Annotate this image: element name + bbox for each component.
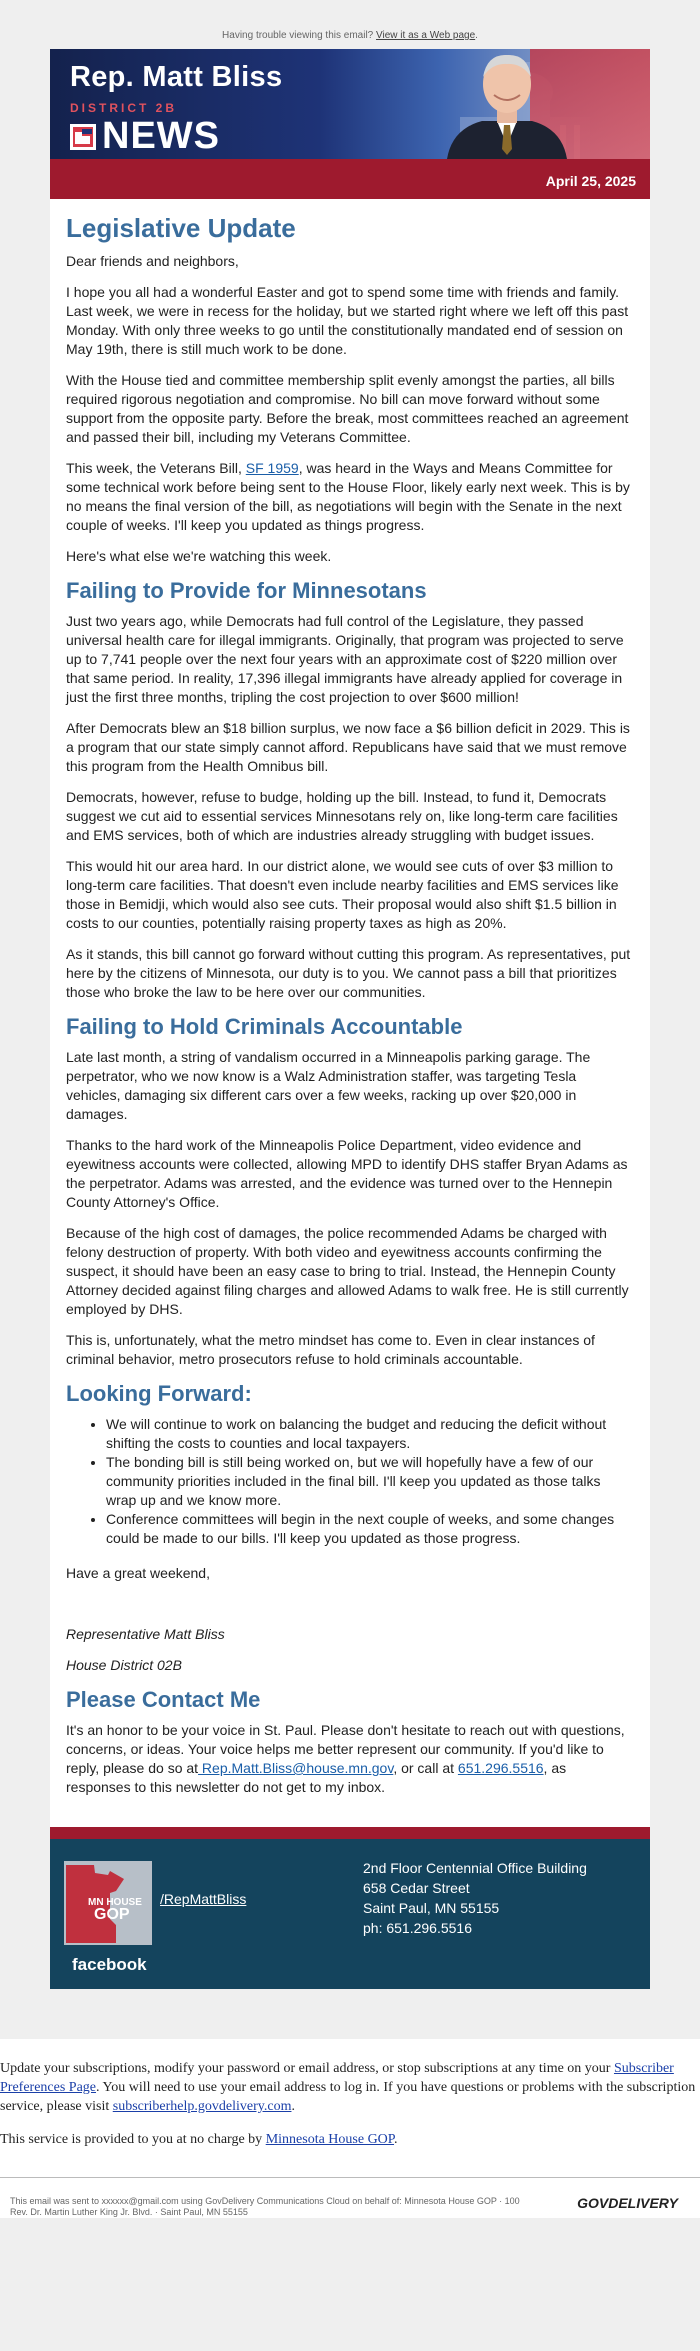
- section1-paragraph: As it stands, this bill cannot go forward without cutting this program. As representatives, put here by the citizens of Minnesota, our duty is to you. We cannot pass a bill that prioritizes those who broke the law to be here over our communities.: [66, 946, 631, 1000]
- veterans-text: This week, the Veterans Bill,: [66, 460, 246, 476]
- mn-house-gop-link[interactable]: Minnesota House GOP: [265, 2132, 395, 2147]
- facebook-logo-tile[interactable]: [64, 1861, 152, 1945]
- footer-red-stripe: [50, 1827, 650, 1839]
- subscriber-help-link[interactable]: subscriberhelp.govdelivery.com: [112, 2099, 292, 2114]
- rep-name: Rep. Matt Bliss: [70, 61, 283, 93]
- sf-1959-link[interactable]: SF 1959: [245, 460, 299, 476]
- section2-paragraph: This is, unfortunately, what the metro mindset has come to. Even in clear instances of criminal behavior, metro prosecutors refuse to hold criminals accountable.: [66, 1332, 595, 1367]
- office-address: [363, 1858, 587, 1938]
- service-text: This service is provided to you at no charge by: [0, 2132, 263, 2147]
- newsletter-body: [50, 199, 650, 1827]
- watching-paragraph: Here's what else we're watching this week.: [66, 548, 332, 564]
- contact-text: It's an honor to be your voice in St. Paul. Please don't hesitate to reach out with questions, concerns, or ideas. Your voice helps me better represent our community. If you'd like to reply, please do so at: [66, 1722, 625, 1776]
- section1-paragraph: Democrats, however, refuse to budge, holding up the bill. Instead, to fund it, Democrats suggest we cut aid to essential services Minnesotans rely on, like long-term care facilities and EMS services, both of which are industries already struggling with budget issues.: [66, 789, 618, 843]
- subscriber-preferences-link[interactable]: Subscriber Preferences Page: [0, 2061, 674, 2095]
- section-heading-looking-forward: Looking Forward:: [66, 1381, 252, 1406]
- top-note-end: .: [475, 30, 478, 41]
- footer-panel: [50, 1839, 650, 1989]
- newsletter-title: Legislative Update: [66, 213, 296, 243]
- contact-paragraph: [66, 1721, 634, 1797]
- looking-forward-list: [66, 1415, 634, 1548]
- web-page-link[interactable]: View it as a Web page: [376, 30, 476, 41]
- mn-house-gop-logo-icon: [70, 124, 96, 150]
- section-heading-criminals: Failing to Hold Criminals Accountable: [66, 1014, 463, 1039]
- intro-paragraph: I hope you all had a wonderful Easter and got to spend some time with friends and family. Last week, we were in recess for the holiday, but we started right where we left off this past Monday. With only three weeks to go until the constitutionally mandated end of session on May 19th, there is still much work to be done.: [66, 284, 629, 357]
- sent-to-line: This email was sent to xxxxxx@gmail.com using GovDelivery Communications Cloud on behalf of: Minnesota House GOP · 100: [10, 2196, 520, 2206]
- service-text: .: [394, 2132, 398, 2147]
- date-bar: [50, 159, 650, 199]
- govdelivery-footer: [0, 2177, 700, 2218]
- closing-line: Have a great weekend,: [66, 1565, 210, 1581]
- email-link[interactable]: Rep.Matt.Bliss@house.mn.gov: [198, 1760, 394, 1776]
- section1-paragraph: Just two years ago, while Democrats had full control of the Legislature, they passed universal health care for illegal immigrants. Originally, that program was projected to serve up to 7,741 people over the next four years with an approximate cost of $220 million over that same period. In reality, 17,396 illegal immigrants have already applied for coverage in just the first three months, tripling the cost projection to over $600 million!: [66, 613, 624, 705]
- contact-heading: Please Contact Me: [66, 1687, 261, 1712]
- top-note: [0, 0, 700, 49]
- facebook-handle-link[interactable]: /RepMattBliss: [160, 1891, 247, 1907]
- section1-paragraph: After Democrats blew an $18 billion surplus, we now face a $6 billion deficit in 2029. This is a program that our state simply cannot afford. Republicans have said that we must remove this program from the Health Omnibus bill.: [66, 720, 630, 774]
- issue-date: April 25, 2025: [545, 173, 636, 189]
- preferences-text: . You will need to use your email address to log in. If you have questions or problems with the subscription service, please visit: [0, 2080, 696, 2114]
- list-item: • Conference committees will begin in the next couple of weeks, and some changes could be made to our bills. I'll keep you updated as those progress.: [106, 1510, 634, 1548]
- greeting: Dear friends and neighbors,: [66, 253, 239, 269]
- section2-paragraph: Thanks to the hard work of the Minneapolis Police Department, video evidence and eyewitness accounts were collected, allowing MPD to identify DHS staffer Bryan Adams as the perpetrator. Adams was arrested, and the evidence was turned over to the Hennepin County Attorney's Office.: [66, 1137, 628, 1210]
- veterans-paragraph: [66, 459, 634, 535]
- signature-district: House District 02B: [66, 1657, 182, 1673]
- news-label: NEWS: [102, 115, 220, 157]
- section-heading-minnesotans: Failing to Provide for Minnesotans: [66, 578, 427, 603]
- minnesota-map-icon: [64, 1861, 152, 1945]
- address-line: 2nd Floor Centennial Office Building: [363, 1860, 587, 1876]
- header-banner: [50, 49, 650, 159]
- subscription-preferences: [0, 2039, 700, 2218]
- veterans-text: , was heard in the Ways and Means Committee for some technical work before being sent to the House Floor, likely early next week. This is by no means the final version of the bill, as negotiations will begin with the Senate in the next couple of weeks. I'll keep you updated as things progress.: [66, 460, 630, 533]
- signature-name: Representative Matt Bliss: [66, 1626, 225, 1642]
- list-item: • We will continue to work on balancing the budget and reducing the deficit without shifting the costs to counties and local taxpayers.: [106, 1415, 634, 1453]
- logo-line1: MN HOUSE: [88, 1897, 142, 1908]
- govdelivery-logo[interactable]: GOVDELIVERY: [577, 2195, 678, 2211]
- logo-line2: GOP: [94, 1906, 130, 1923]
- contact-text: , or call at: [393, 1760, 455, 1776]
- preferences-text: Update your subscriptions, modify your password or email address, or stop subscriptions at any time on your: [0, 2061, 611, 2076]
- district-label: DISTRICT 2B: [70, 101, 178, 115]
- preferences-paragraph: [0, 2059, 700, 2116]
- newsletter-card: [50, 49, 650, 1989]
- service-paragraph: [0, 2130, 700, 2149]
- contact-text: , as responses to this newsletter do not get to my inbox.: [66, 1760, 567, 1795]
- section1-paragraph: This would hit our area hard. In our district alone, we would see cuts of over $3 million to long-term care facilities. That doesn't even include nearby facilities and EMS services like those in Bemidji, which would also see cuts. Their proposal would also shift $1.5 billion in costs to our counties, potentially raising property taxes as high as 20%.: [66, 858, 619, 931]
- section2-paragraph: Because of the high cost of damages, the police recommended Adams be charged with felony destruction of property. With both video and eyewitness accounts confirming the suspect, it should have been an easy case to bring to trial. Instead, the Hennepin County Attorney decided against filing charges and allowed Adams to walk free. He is still currently employed by DHS.: [66, 1225, 629, 1317]
- intro-paragraph: With the House tied and committee membership split evenly amongst the parties, all bills required rigorous negotiation and compromise. No bill can move forward without some support from the opposite party. Before the break, most committees reached an agreement and passed their bill, including my Veterans Committee.: [66, 372, 629, 445]
- top-note-text: Having trouble viewing this email?: [222, 30, 374, 41]
- address-line: Rev. Dr. Martin Luther King Jr. Blvd. · Saint Paul, MN 55155: [10, 2207, 248, 2217]
- phone-link[interactable]: 651.296.5516: [457, 1760, 544, 1776]
- address-line: 658 Cedar Street: [363, 1880, 470, 1896]
- list-item: • The bonding bill is still being worked on, but we will hopefully have a few of our community priorities included in the final bill. I'll keep you updated as those talks wrap up and we know more.: [106, 1453, 634, 1510]
- address-line: Saint Paul, MN 55155: [363, 1900, 500, 1916]
- preferences-text: .: [291, 2099, 295, 2114]
- rep-portrait-image: [442, 49, 572, 159]
- address-line: ph: 651.296.5516: [363, 1920, 472, 1936]
- section2-paragraph: Late last month, a string of vandalism occurred in a Minneapolis parking garage. The perpetrator, who we now know is a Walz Administration staffer, was targeting Tesla vehicles, damaging six different cars over a few weeks, racking up over $20,000 in damages.: [66, 1049, 591, 1122]
- facebook-label[interactable]: facebook: [72, 1955, 147, 1974]
